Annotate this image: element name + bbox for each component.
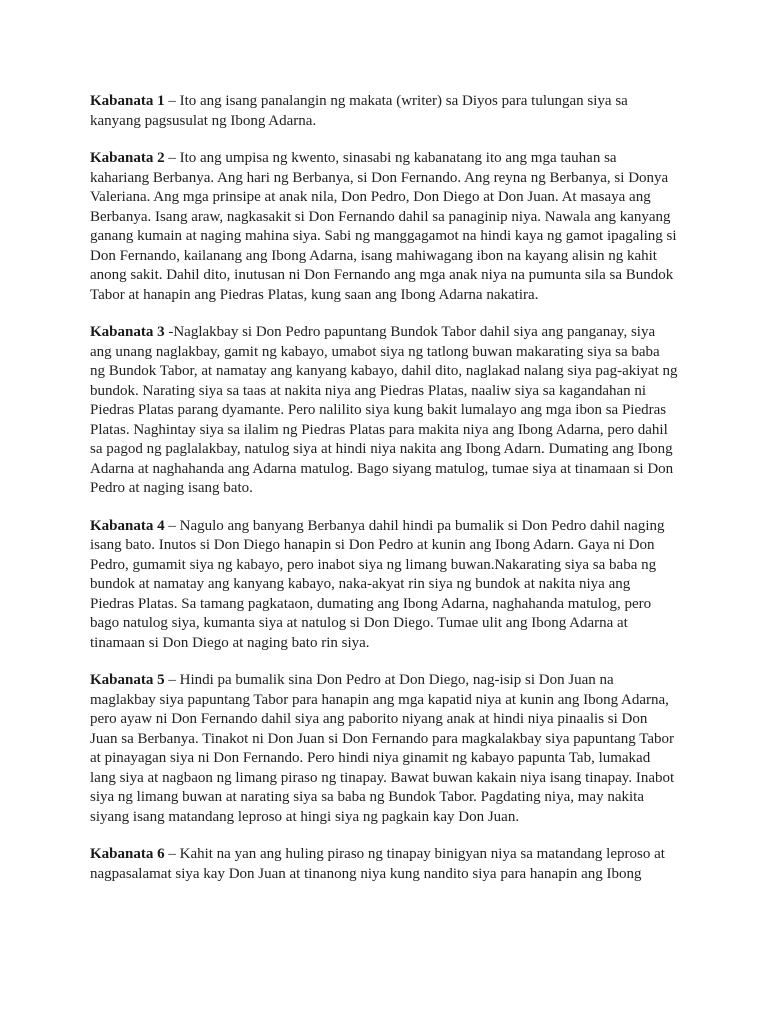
chapter-text: – Hindi pa bumalik sina Don Pedro at Don Diego, nag-isip si Don Juan na maglakbay siya papuntang Tabor para hanapin ang mga kapatid niya at kunin ang Ibong Adarna, pero ayaw ni Don Fernando dahil siya ang paborito niyang anak at hindi niya pinaalis si Don Juan sa Berbanya. Tinakot ni Don Juan si Don Fernando para magkalakbay siya papuntang Tabor at pinayagan siya ni Don Fernando. Pero hindi niya ginamit ng kabayo papunta Tab, lumakad lang siya at nagbaon ng limang piraso ng tinapay. Bawat buwan kakain niya isang tinapay. Inabot siya ng limang buwan at narating siya sa baba ng Bundok Tabor. Pagdating niya, may nakita siyang isang matandang leproso at hingi siya ng pagkain kay Don Juan. <box>90 672 675 825</box>
chapter-text: – Ito ang isang panalangin ng makata (writer) sa Diyos para tulungan siya sa kanyang pagsusulat ng Ibong Adarna. <box>90 93 628 129</box>
chapter-heading: Kabanata 1 <box>90 93 165 109</box>
chapter-text: – Nagulo ang banyang Berbanya dahil hindi pa bumalik si Don Pedro dahil naging isang bato. Inutos si Don Diego hanapin si Don Pedro at kunin ang Ibong Adarn. Gaya ni Don Pedro, gumamit siya ng kabayo, pero inabot siya ng limang buwan.Nakarating siya sa baba ng bundok at namatay ang kanyang kabayo, naka-akyat rin siya ng bundok at nakita niya ang Piedras Platas. Sa tamang pagkataon, dumating ang Ibong Adarna, naghahanda matulog, pero bago natulog siya, kumanta siya at natulog si Don Diego. Tumae ulit ang Ibong Adarna at tinamaan si Don Diego at naging bato rin siya. <box>90 517 665 651</box>
chapter-text: – Ito ang umpisa ng kwento, sinasabi ng kabanatang ito ang mga tauhan sa kahariang Berbanya. Ang hari ng Berbanya, si Don Fernando. Ang reyna ng Berbanya, si Donya Valeriana. Ang mga prinsipe at anak nila, Don Pedro, Don Diego at Don Juan. At masaya ang Berbanya. Isang araw, nagkasakit si Don Fernando dahil sa panaginip niya. Nawala ang kanyang ganang kumain at naging mahina siya. Sabi ng manggagamot na hindi kaya ng gamot ipagaling si Don Fernando, kailanang ang Ibong Adarna, isang mahiwagang ibon na kayang alisin ng kahit anong sakit. Dahil dito, inutusan ni Don Fernando ang mga anak niya na pumunta sila sa Bundok Tabor at hanapin ang Piedras Platas, kung saan ang Ibong Adarna nakatira. <box>90 150 677 303</box>
chapter-5 <box>90 671 678 827</box>
chapter-heading: Kabanata 2 <box>90 150 165 166</box>
chapter-text: – Kahit na yan ang huling piraso ng tinapay binigyan niya sa matandang leproso at nagpasalamat siya kay Don Juan at tinanong niya kung nandito siya para hanapin ang Ibong <box>90 846 665 882</box>
chapter-1 <box>90 92 678 131</box>
document-page <box>90 92 678 902</box>
chapter-3 <box>90 323 678 499</box>
chapter-heading: Kabanata 6 <box>90 846 165 862</box>
chapter-6 <box>90 845 678 884</box>
chapter-text: -Naglakbay si Don Pedro papuntang Bundok Tabor dahil siya ang panganay, siya ang unang naglakbay, gamit ng kabayo, umabot siya ng tatlong buwan makarating siya sa baba ng Bundok Tabor, at namatay ang kanyang kabayo, dahil dito, naglakad nalang siya pag-akiyat ng bundok. Narating siya sa taas at nakita niya ang Piedras Platas, naaliw siya sa kagandahan ni Piedras Platas parang dyamante. Pero nalilito siya kung bakit lumalayo ang mga ibon sa Piedras Platas. Naghintay siya sa ilalim ng Piedras Platas para makita niya ang Ibong Adarna, pero dahil sa pagod ng paglalakbay, natulog siya at hindi niya nakita ang Ibong Adarn. Dumating ang Ibong Adarna at naghahanda ang Adarna matulog. Bago siyang matulog, tumae siya at tinamaan si Don Pedro at naging isang bato. <box>90 324 678 496</box>
chapter-heading: Kabanata 4 <box>90 517 165 534</box>
chapter-heading: Kabanata 5 <box>90 672 165 688</box>
chapter-4 <box>90 517 678 654</box>
chapter-2 <box>90 149 678 305</box>
chapter-heading: Kabanata 3 <box>90 324 165 340</box>
